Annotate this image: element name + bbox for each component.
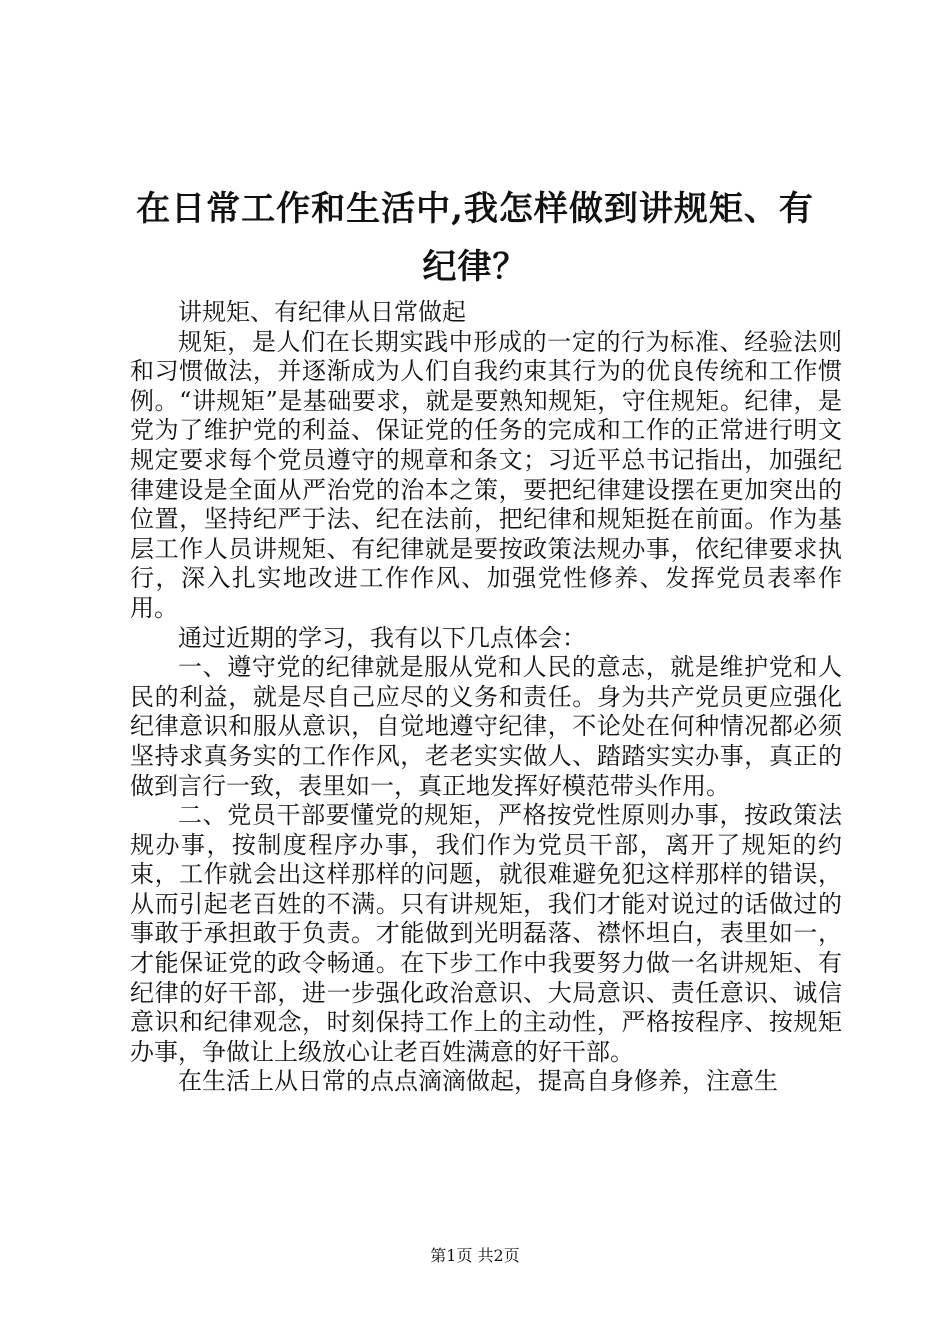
document-title: 在日常工作和生活中,我怎样做到讲规矩、有纪律？ (136, 189, 814, 287)
page-number-footer: 第1页 共2页 (430, 1246, 520, 1265)
document-body (130, 298, 842, 1097)
paragraph-learning-intro: 通过近期的学习，我有以下几点体会： (178, 623, 586, 652)
paragraph-point-two: 二、党员干部要懂党的规矩，严格按党性原则办事，按政策法规办事，按制度程序办事，我们作为党员干部，离开了规矩的约束，工作就会出这样那样的问题，就很难避免犯这样那样的错误，从而引起老百姓的不满。只有讲规矩，我们才能对说过的话做过的事敢于承担敢于负责。才能做到光明磊落、襟怀坦白，表里如一，才能保证党的政令畅通。在下步工作中我要努力做一名讲规矩、有纪律的好干部，进一步强化政治意识、大局意识、责任意识、诚信意识和纪律观念，时刻保持工作上的主动性，严格按程序、按规矩办事，争做让上级放心让老百姓满意的好干部。 (130, 801, 842, 1066)
paragraph-subtitle: 讲规矩、有纪律从日常做起 (178, 298, 466, 326)
paragraph-daily-life: 在生活上从日常的点点滴滴做起，提高自身修养，注意生 (178, 1067, 778, 1096)
paragraph-point-one: 一、遵守党的纪律就是服从党和人民的意志，就是维护党和人民的利益，就是尽自己应尽的义务和责任。身为共产党员更应强化纪律意识和服从意识，自觉地遵守纪律，不论处在何种情况都必须坚持求真务实的工作作风，老老实实做人、踏踏实实办事，真正的做到言行一致，表里如一，真正地发挥好模范带头作用。 (130, 653, 842, 800)
paragraph-rules-definition: 规矩，是人们在长期实践中形成的一定的行为标准、经验法则和习惯做法，并逐渐成为人们自我约束其行为的优良传统和工作惯例。“讲规矩”是基础要求，就是要熟知规矩，守住规矩。纪律，是党为了维护党的利益、保证党的任务的完成和工作的正常进行明文规定要求每个党员遵守的规章和条文；习近平总书记指出，加强纪律建设是全面从严治党的治本之策，要把纪律建设摆在更加突出的位置，坚持纪严于法、纪在法前，把纪律和规矩挺在前面。作为基层工作人员讲规矩、有纪律就是要按政策法规办事，依纪律要求执行，深入扎实地改进工作作风、加强党性修养、发挥党员表率作用。 (130, 327, 842, 622)
